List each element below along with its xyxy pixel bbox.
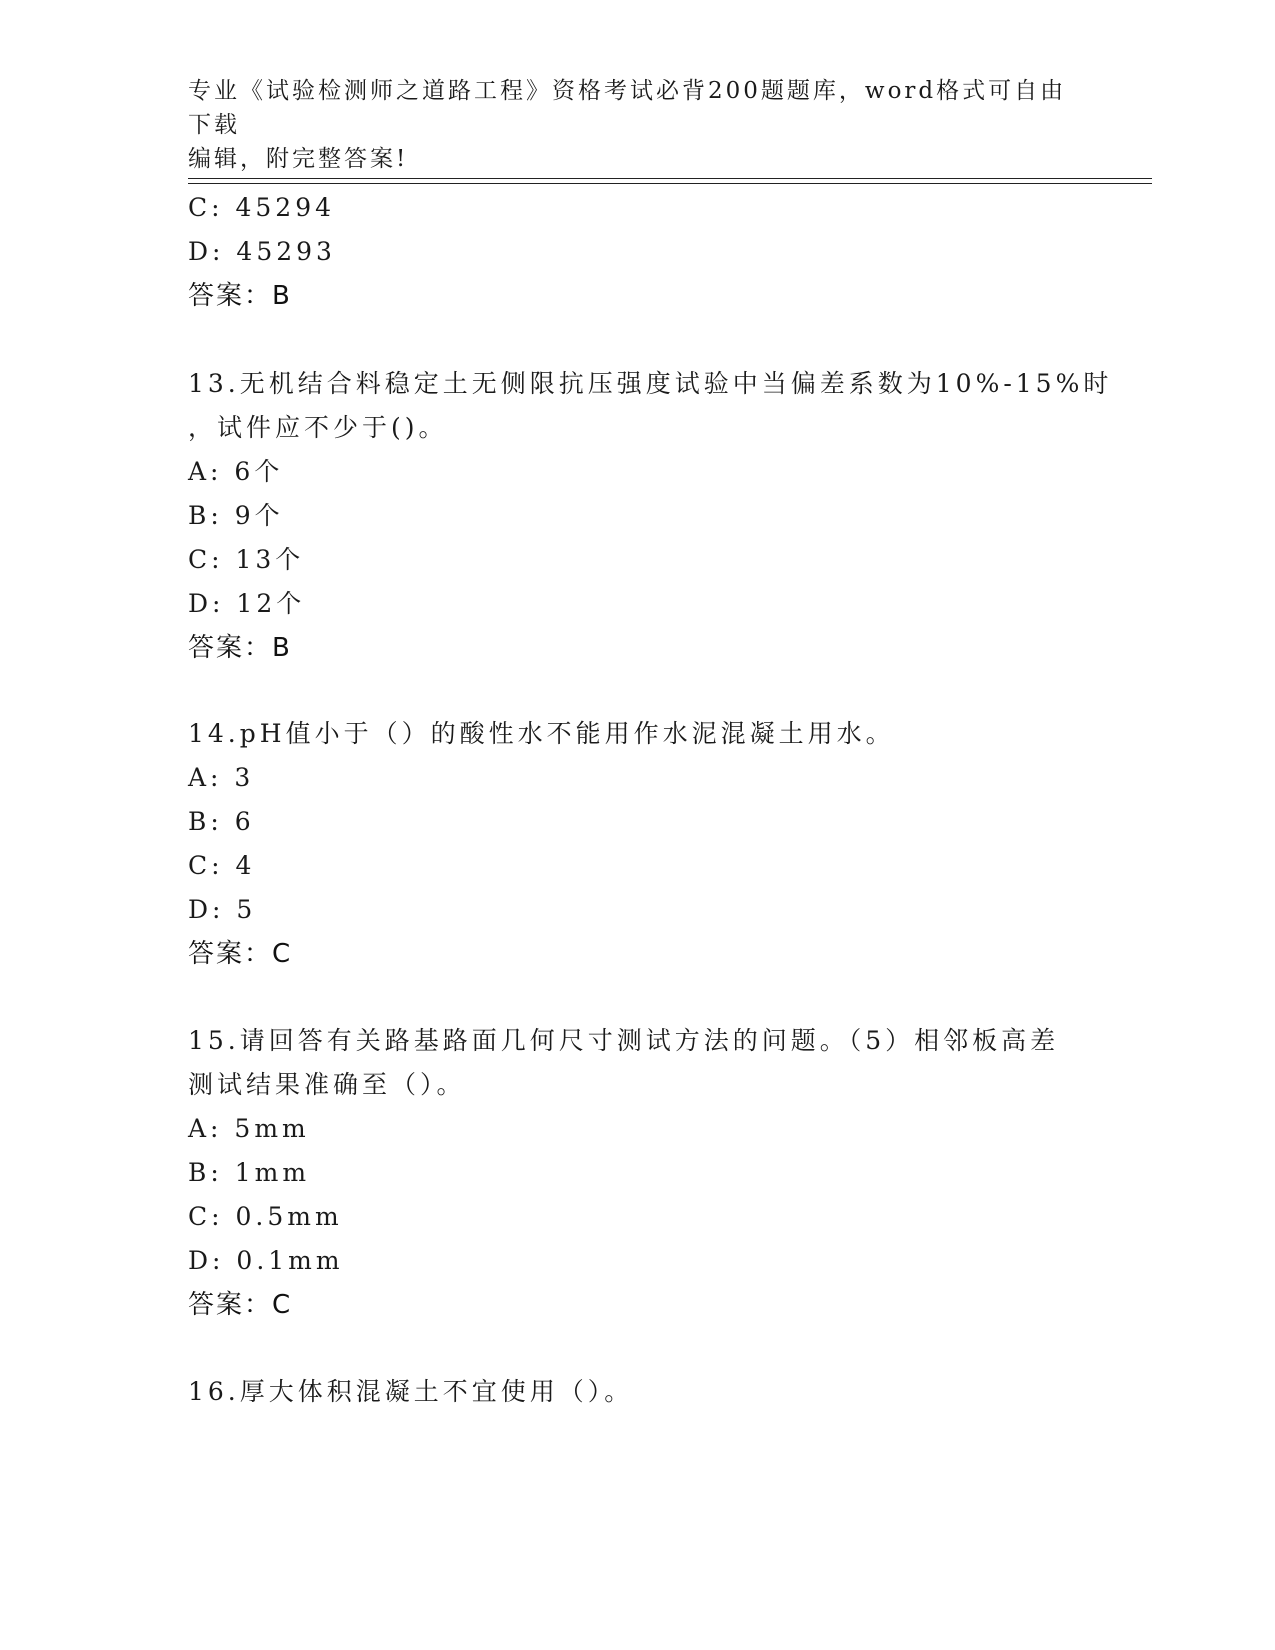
header-divider-top	[188, 178, 1152, 179]
q13-stem-line-1: 13.无机结合料稳定土无侧限抗压强度试验中当偏差系数为10%-15%时	[188, 369, 1113, 398]
q15-option-b: B: 1mm	[188, 1158, 311, 1187]
q13-option-c: C: 13个	[188, 545, 305, 574]
q15-stem-line-2: 测试结果准确至（）。	[188, 1070, 466, 1099]
q14-option-b: B: 6	[188, 807, 255, 836]
q14-option-a: A: 3	[188, 763, 255, 792]
q14-stem-line-1: 14.pH值小于（）的酸性水不能用作水泥混凝土用水。	[188, 719, 895, 748]
q14-answer: 答案：C	[188, 939, 293, 969]
q14-option-c: C: 4	[188, 851, 256, 880]
q13-option-d: D: 12个	[188, 589, 306, 618]
q13-answer: 答案：B	[188, 633, 292, 663]
header-line-1: 专业《试验检测师之道路工程》资格考试必背200题题库，word格式可自由下载	[188, 78, 1067, 138]
q14-option-d: D: 5	[188, 895, 257, 924]
q13-option-a: A: 6个	[188, 457, 284, 486]
q12-option-c: C: 45294	[188, 193, 336, 222]
q15-option-a: A: 5mm	[188, 1114, 310, 1143]
document-header	[188, 74, 1088, 176]
header-line-2: 编辑，附完整答案!	[188, 146, 409, 172]
q15-stem-line-1: 15.请回答有关路基路面几何尺寸测试方法的问题。（5）相邻板高差	[188, 1026, 1060, 1055]
q13-option-b: B: 9个	[188, 501, 284, 530]
q12-option-d: D: 45293	[188, 237, 336, 266]
q15-option-d: D: 0.1mm	[188, 1246, 344, 1275]
q16-stem-line-1: 16.厚大体积混凝土不宜使用（）。	[188, 1377, 634, 1406]
header-divider-bottom	[188, 183, 1152, 184]
q13-stem-line-2: ，试件应不少于()。	[188, 413, 448, 442]
q15-option-c: C: 0.5mm	[188, 1202, 343, 1231]
q12-answer: 答案：B	[188, 281, 292, 311]
q15-answer: 答案：C	[188, 1290, 293, 1320]
